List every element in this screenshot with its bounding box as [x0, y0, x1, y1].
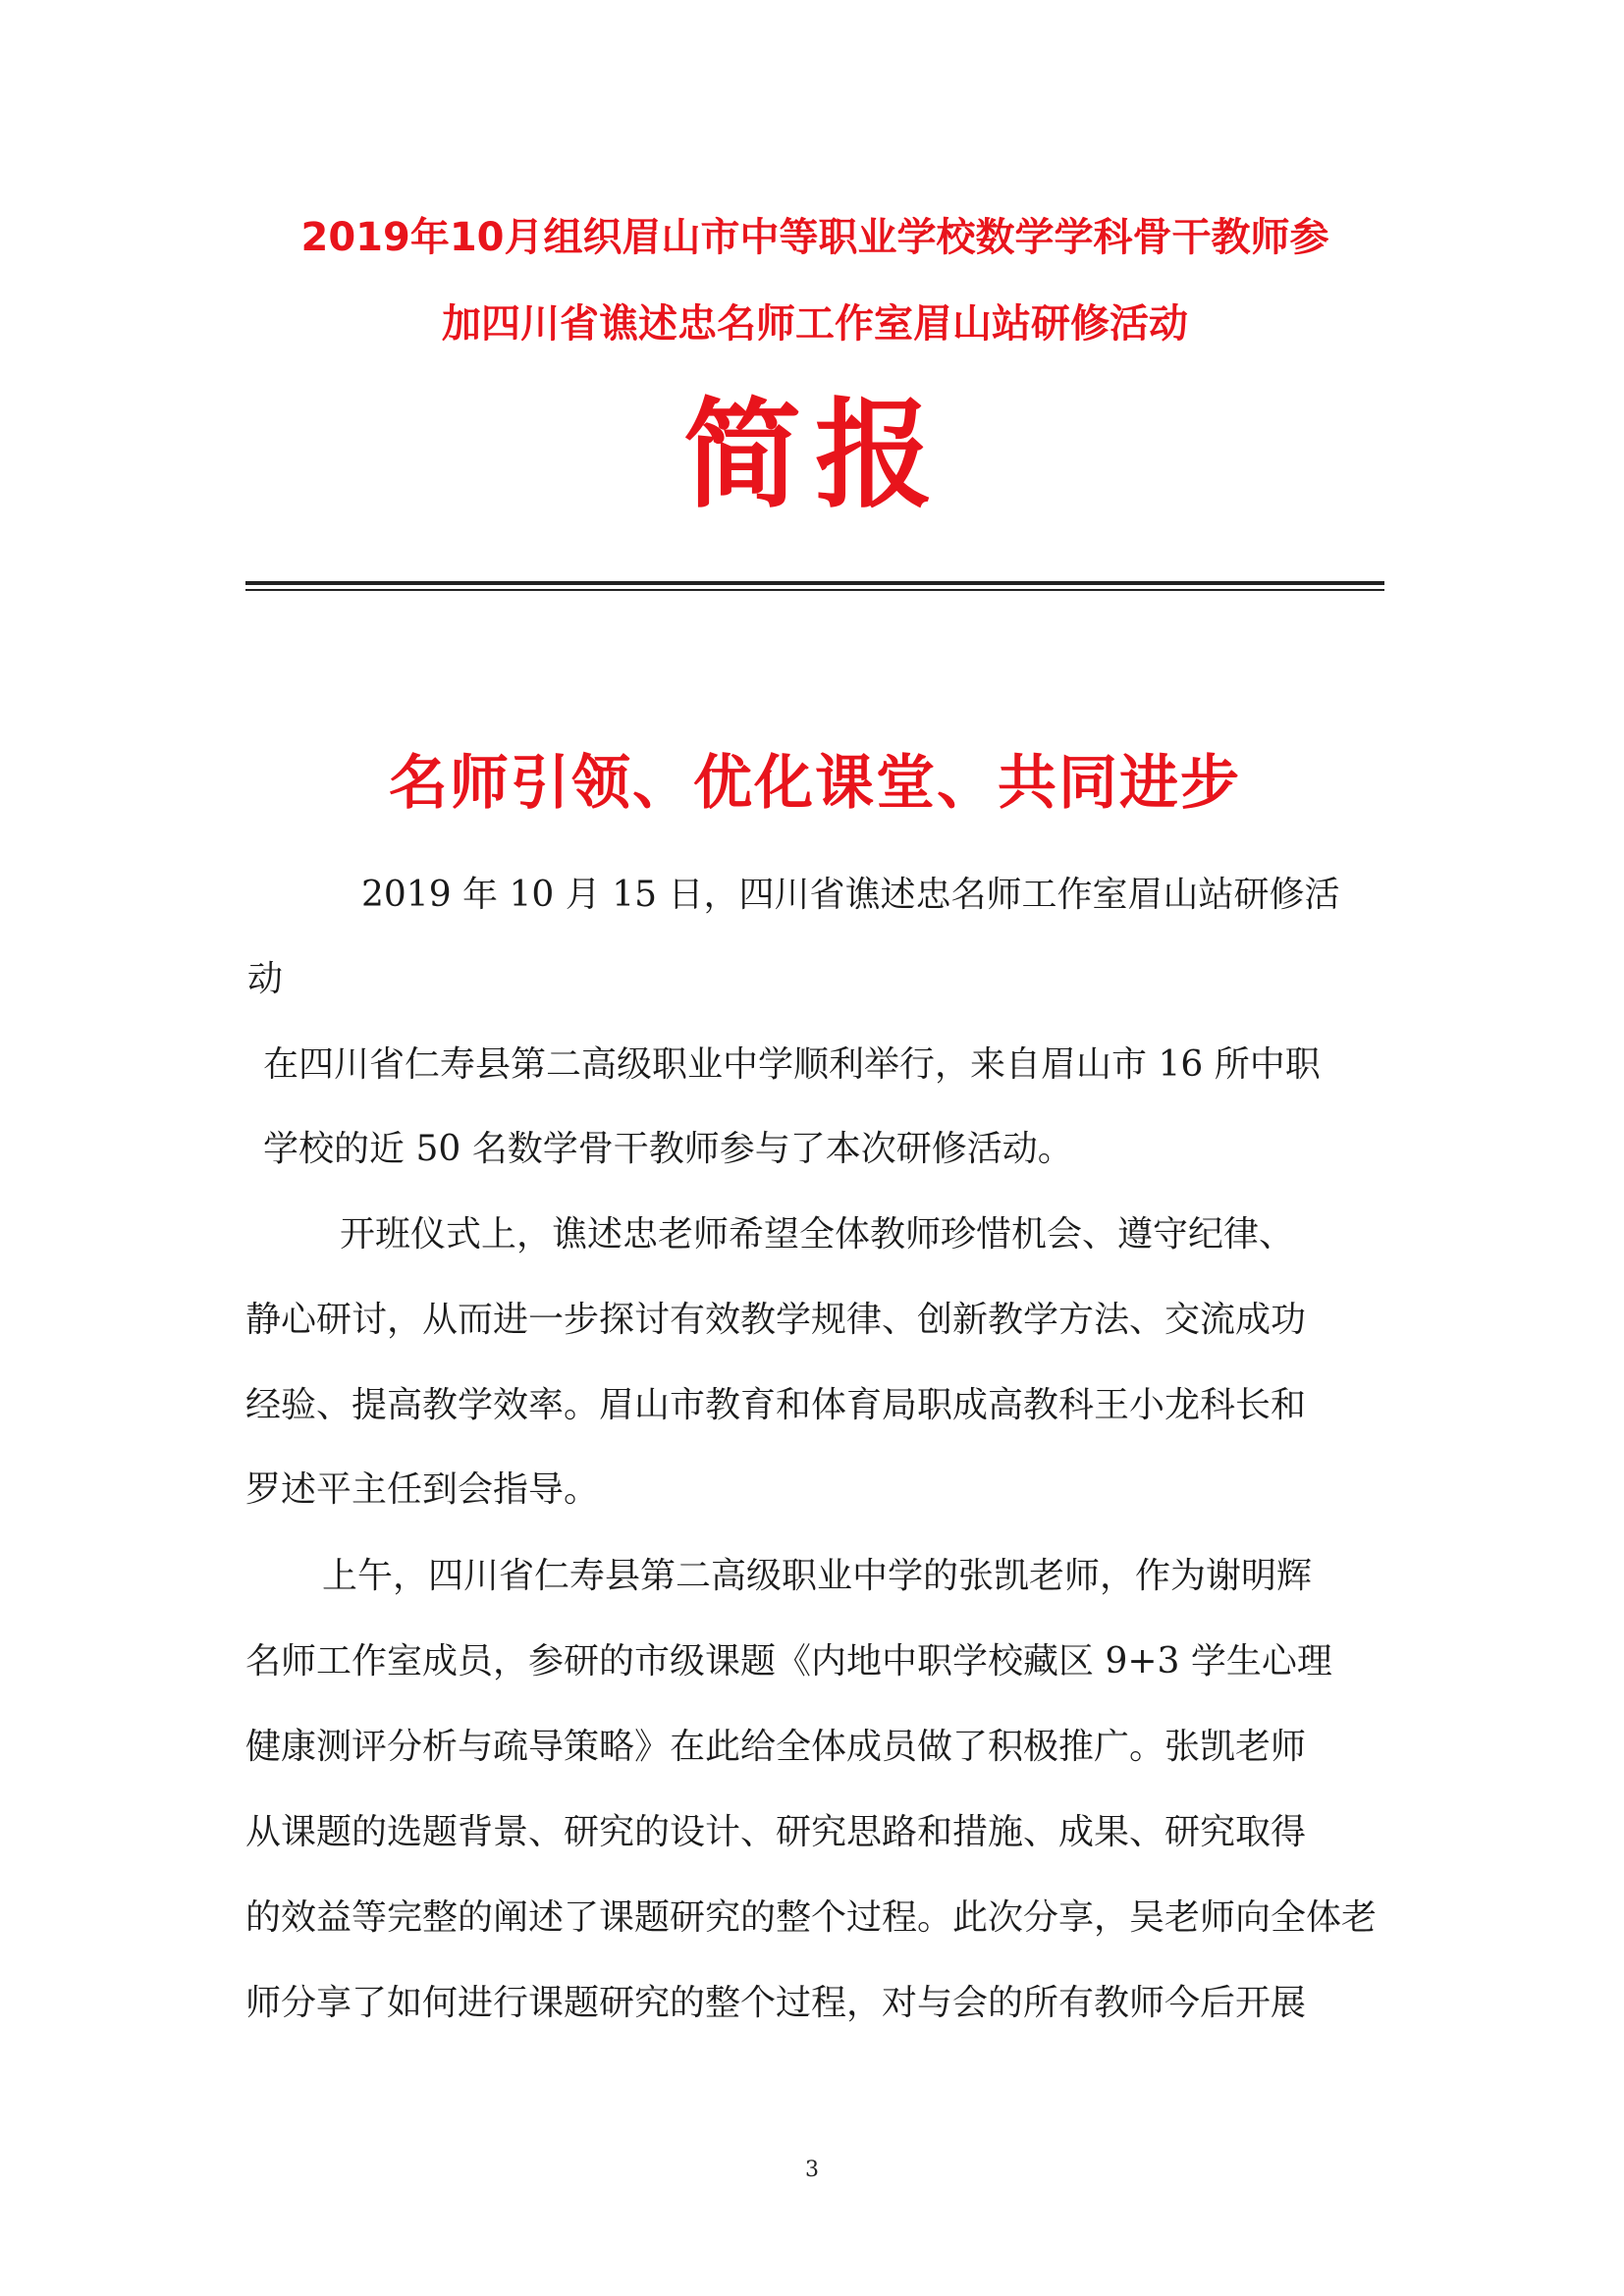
paragraph-line: 师分享了如何进行课题研究的整个过程，对与会的所有教师今后开展: [245, 1983, 1307, 2023]
paragraph-line: 名师工作室成员，参研的市级课题《内地中职学校藏区 9+3 学生心理: [245, 1641, 1332, 1682]
paragraph-line: 经验、提高教学效率。眉山市教育和体育局职成高教科王小龙科长和: [245, 1385, 1307, 1425]
header-divider-thin: [245, 589, 1384, 591]
paragraph-line: 静心研讨，从而进一步探讨有效教学规律、创新教学方法、交流成功: [245, 1300, 1307, 1340]
paragraph-line: 罗述平主任到会指导。: [245, 1469, 600, 1510]
header-title-line-1: 2019年10月组织眉山市中等职业学校数学学科骨干教师参: [300, 215, 1329, 260]
paragraph-line: 学校的近 50 名数学骨干教师参与了本次研修活动。: [263, 1129, 1073, 1169]
paragraph-line: 2019 年 10 月 15 日，四川省谯述忠名师工作室眉山站研修活: [361, 875, 1340, 915]
bulletin-heading: 简报: [683, 388, 947, 524]
page-number: 3: [805, 2158, 819, 2182]
paragraph-line: 在四川省仁寿县第二高级职业中学顺利举行，来自眉山市 16 所中职: [263, 1044, 1321, 1085]
paragraph-line: 上午，四川省仁寿县第二高级职业中学的张凯老师，作为谢明辉: [322, 1556, 1313, 1596]
paragraph-line: 开班仪式上，谯述忠老师希望全体教师珍惜机会、遵守纪律、: [340, 1214, 1295, 1255]
header-divider-thick: [245, 581, 1384, 585]
paragraph-line: 动: [247, 959, 284, 999]
paragraph-line: 从课题的选题背景、研究的设计、研究思路和措施、成果、研究取得: [245, 1812, 1307, 1852]
paragraph-line: 的效益等完整的阐述了课题研究的整个过程。此次分享，吴老师向全体老: [245, 1897, 1378, 1938]
article-title: 名师引领、优化课堂、共同进步: [389, 749, 1241, 818]
paragraph-line: 健康测评分析与疏导策略》在此给全体成员做了积极推广。张凯老师: [245, 1727, 1307, 1767]
header-title-line-2: 加四川省谯述忠名师工作室眉山站研修活动: [442, 301, 1188, 347]
